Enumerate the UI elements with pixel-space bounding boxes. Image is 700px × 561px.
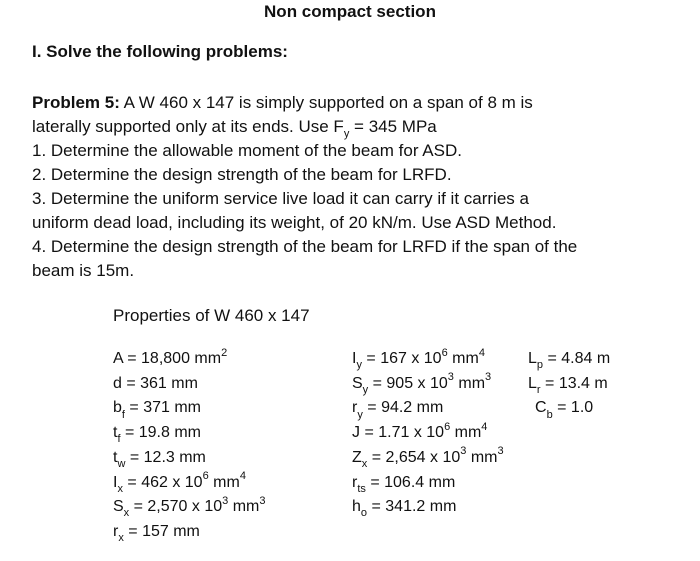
properties-column-3 bbox=[528, 347, 610, 421]
problem-item: uniform dead load, including its weight, of 20 kN/m. Use ASD Method. bbox=[32, 213, 557, 232]
prop-depth: d = 361 mm bbox=[113, 374, 198, 392]
prop-sx: $S_x = 2,570$ x $10^3$ $mm^3$ bbox=[113, 494, 266, 520]
properties-column-2 bbox=[352, 347, 504, 520]
problem-line-1: Problem 5: A W 460 x 147 is simply supported on a span of 8 m is bbox=[32, 93, 533, 112]
problem-label: Problem 5: bbox=[32, 93, 120, 112]
problem-item: 1. Determine the allowable moment of the beam for ASD. bbox=[32, 141, 462, 160]
problem-statement bbox=[32, 91, 672, 283]
prop-sy: $S_y = 905$ x $10^3$ $mm^3$ bbox=[352, 371, 492, 396]
prop-cb: $C_b = 1.0$ bbox=[535, 399, 594, 421]
prop-zx: $Z_x = 2,654$ x $10^3$ $mm^3$ bbox=[352, 445, 504, 470]
prop-area: A = 18,800 $mm^2$ bbox=[113, 346, 228, 367]
prop-rts: $r_{ts} = 106.4$ mm bbox=[352, 473, 456, 495]
section-heading: I. Solve the following problems: bbox=[32, 42, 288, 61]
problem-item: 4. Determine the design strength of the beam for LRFD if the span of the bbox=[32, 237, 578, 256]
prop-lr: $L_r = 13.4$ m bbox=[528, 374, 608, 396]
prop-flange-thickness: $t_f = 19.8$ mm bbox=[113, 424, 201, 446]
prop-rx: $r_x = 157$ mm bbox=[113, 522, 200, 545]
properties-title: Properties of W 460 x 147 bbox=[113, 306, 310, 325]
problem-item: 2. Determine the design strength of the beam for LRFD. bbox=[32, 165, 452, 184]
prop-ry: $r_y = 94.2$ mm bbox=[352, 399, 444, 421]
prop-ho: $h_o = 341.2$ mm bbox=[352, 498, 457, 520]
prop-flange-width: $b_f = 371$ mm bbox=[113, 399, 201, 421]
properties-column-1 bbox=[113, 347, 266, 545]
page-title: Non compact section bbox=[264, 2, 436, 21]
problem-item: 3. Determine the uniform service live load it can carry if it carries a bbox=[32, 189, 529, 208]
prop-ix: $I_x = 462$ x $10^6$ $mm^4$ bbox=[113, 470, 246, 495]
problem-line-2: laterally supported only at its ends. Use $F_y = 345$ MPa bbox=[32, 117, 437, 141]
prop-j: J = 1.71 x $10^6$ $mm^4$ bbox=[352, 420, 488, 442]
prop-iy: $I_y = 167$ x $10^6$ $mm^4$ bbox=[352, 346, 485, 372]
prop-lp: $L_p = 4.84$ m bbox=[528, 350, 611, 372]
prop-web-thickness: $t_w = 12.3$ mm bbox=[113, 448, 206, 470]
problem-item: beam is 15m. bbox=[32, 261, 135, 280]
